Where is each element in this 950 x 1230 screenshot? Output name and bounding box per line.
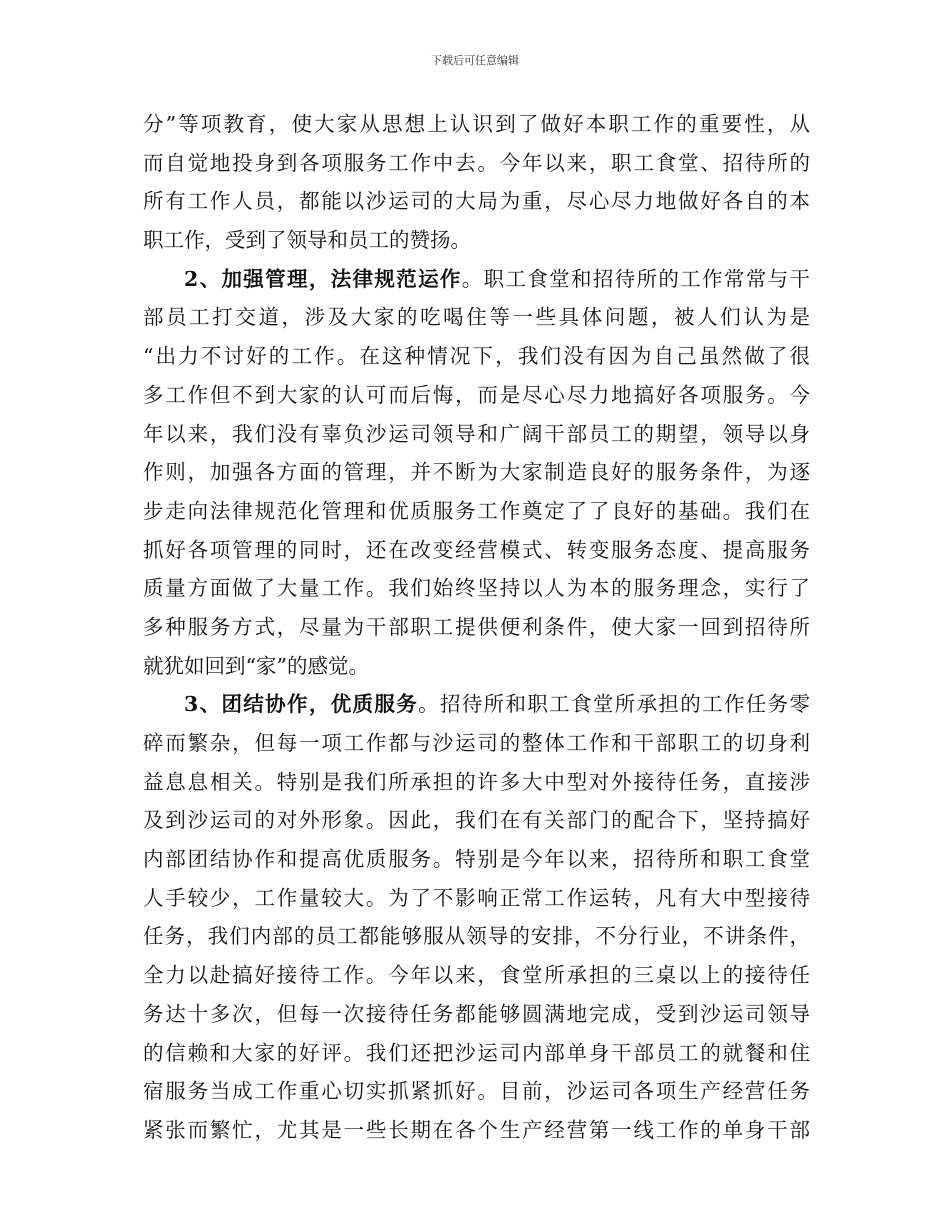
line-text: 抓好各项管理的同时，还在改变经营模式、转变服务态度、提高服务 [143,537,810,562]
line-text: 务达十多次，但每一次接待任务都能够圆满地完成，受到沙运司领导 [143,1001,810,1026]
line-text: 。职工食堂和招待所的工作常常与干 [461,266,811,291]
document-line [143,801,810,840]
line-text: 分”等项教育，使大家从思想上认识到了做好本职工作的重要性，从 [143,112,810,136]
document-line [143,608,810,647]
line-text: 多工作但不到大家的认可而后悔，而是尽心尽力地搞好各项服务。今 [143,382,810,407]
document-line [143,221,810,260]
document-line [143,337,810,376]
line-text: 就犹如回到“家”的感觉。 [143,653,369,678]
line-text: 年以来，我们没有辜负沙运司领导和广阔干部员工的期望，领导以身 [143,421,810,446]
document-line [143,531,810,570]
section-heading: 2、加强管理，法律规范运作 [184,266,462,291]
line-text: 。招待所和职工食堂所承担的工作任务零 [418,692,811,717]
line-text: 步走向法律规范化管理和优质服务工作奠定了了良好的基础。我们在 [143,498,810,523]
document-line [143,105,810,144]
line-text: 益息息相关。特别是我们所承担的许多大中型对外接待任务，直接涉 [143,769,810,794]
line-text: 而自觉地投身到各项服务工作中去。今年以来，职工食堂、招待所的 [143,150,810,175]
page-header-note: 下载后可任意编辑 [431,54,519,67]
section-heading: 3、团结协作，优质服务 [184,692,419,717]
document-line [143,569,810,608]
document-line [143,724,810,763]
line-text: 人手较少，工作量较大。为了不影响正常工作运转，凡有大中型接待 [143,885,810,910]
document-line [143,492,810,531]
document-line [143,1034,810,1073]
document-line [143,260,810,299]
line-text: 作则，加强各方面的管理，并不断为大家制造良好的服务条件，为逐 [143,460,810,485]
line-text: 的信赖和大家的好评。我们还把沙运司内部单身干部员工的就餐和住 [143,1040,810,1065]
line-text: 宿服务当成工作重心切实抓紧抓好。目前，沙运司各项生产经营任务 [143,1079,810,1104]
line-text: “出力不讨好的工作。在这种情况下，我们没有因为自己虽然做了很 [143,344,810,369]
document-line [143,415,810,454]
line-text: 质量方面做了大量工作。我们始终坚持以人为本的服务理念，实行了 [143,576,810,601]
document-body [143,105,810,1150]
line-text: 多种服务方式，尽量为干部职工提供便利条件，使大家一回到招待所 [143,614,810,639]
document-line [143,917,810,956]
document-line [143,453,810,492]
document-line [143,298,810,337]
document-line [143,647,810,686]
document-line [143,995,810,1034]
document-line [143,879,810,918]
line-text: 所有工作人员，都能以沙运司的大局为重，尽心尽力地做好各自的本 [143,189,810,214]
line-text: 内部团结协作和提高优质服务。特别是今年以来，招待所和职工食堂 [143,847,810,872]
line-text: 紧张而繁忙，尤其是一些长期在各个生产经营第一线工作的单身干部 [143,1117,810,1142]
document-line [143,685,810,724]
line-text: 任务，我们内部的员工都能够服从领导的安排，不分行业，不讲条件， [143,924,810,949]
line-text: 职工作，受到了领导和员工的赞扬。 [143,228,471,253]
document-line [143,144,810,183]
document-line [143,182,810,221]
line-text: 全力以赴搞好接待工作。今年以来，食堂所承担的三桌以上的接待任 [143,963,810,988]
document-line [143,763,810,802]
line-text: 碎而繁杂，但每一项工作都与沙运司的整体工作和干部职工的切身利 [143,731,810,755]
document-line [143,956,810,995]
document-line [143,376,810,415]
document-line [143,1111,810,1150]
document-line [143,840,810,879]
document-line [143,1072,810,1111]
line-text: 及到沙运司的对外形象。因此，我们在有关部门的配合下，坚持搞好 [143,808,810,833]
line-text: 部员工打交道，涉及大家的吃喝住等一些具体问题，被人们认为是 [143,305,810,330]
